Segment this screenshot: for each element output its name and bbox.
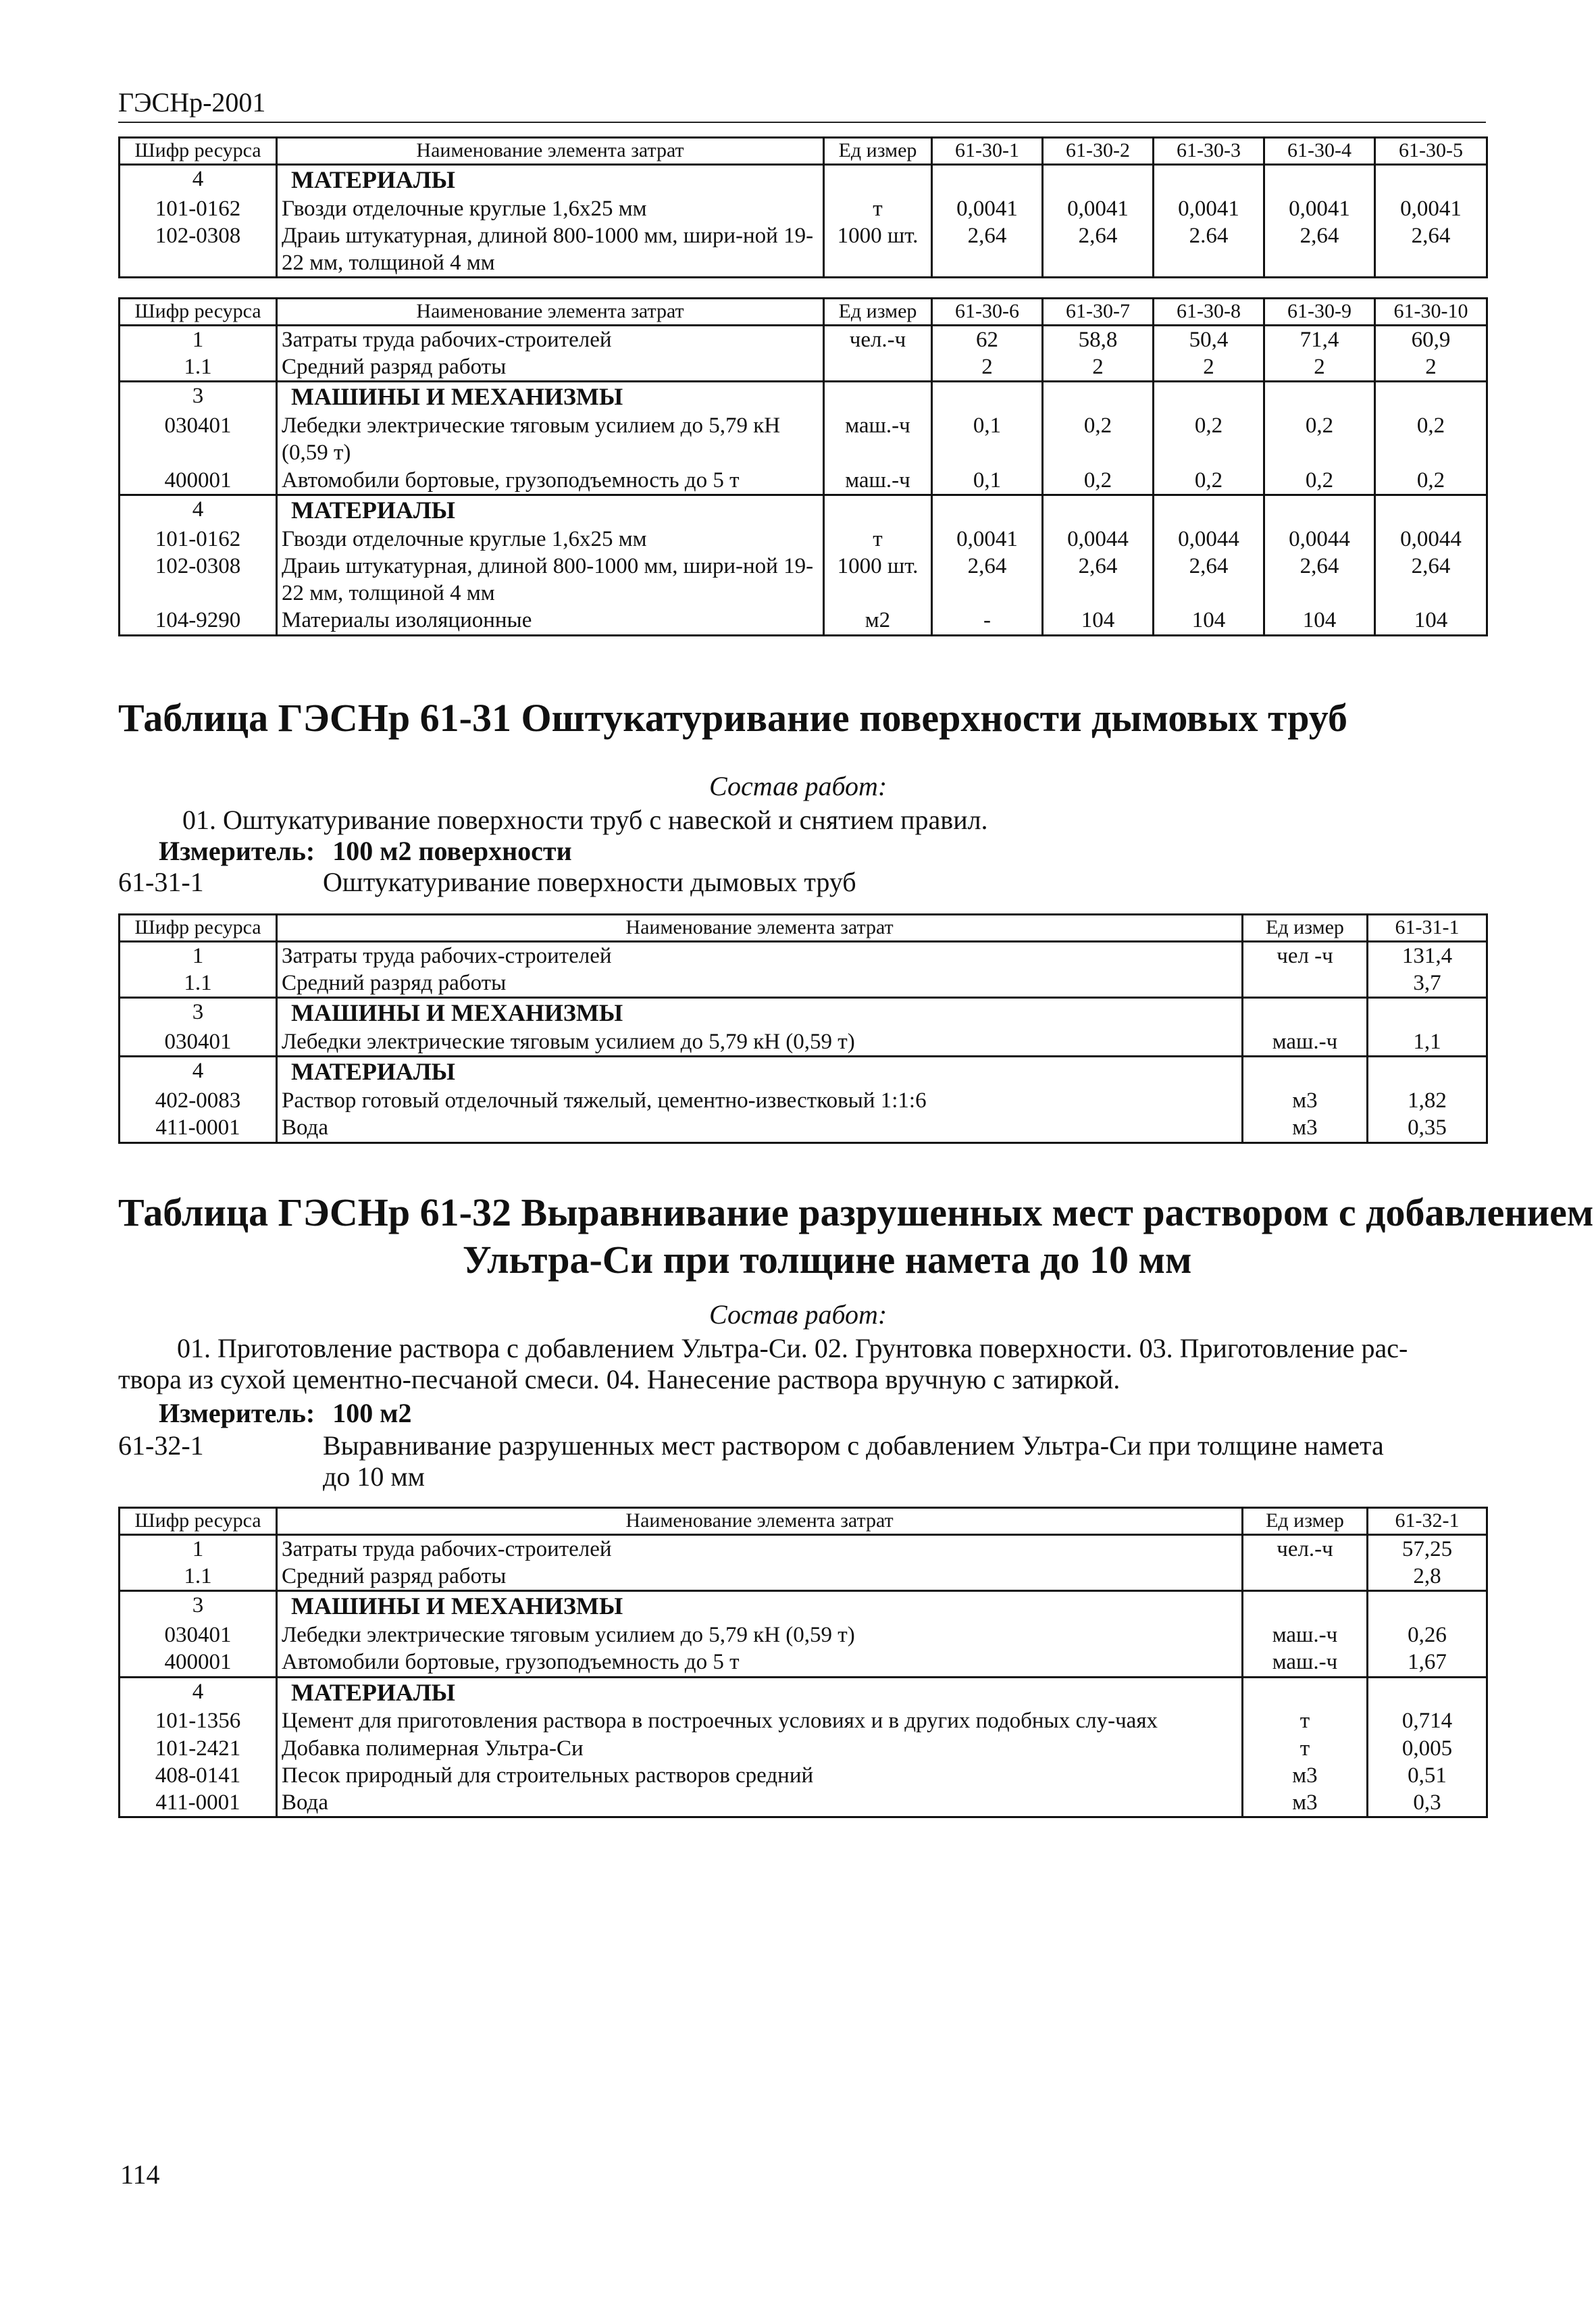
norm-value: 0,1 — [932, 467, 1043, 495]
unit: м3 — [1243, 1114, 1368, 1142]
resource-code: 1 — [120, 1534, 277, 1563]
table-row — [120, 195, 1487, 222]
norm-value: 0,005 — [1368, 1735, 1487, 1762]
resource-table-61-30-1-5 — [118, 136, 1488, 278]
resource-code: 102-0308 — [120, 553, 277, 607]
resource-name: Средний разряд работы — [277, 970, 1243, 998]
unit: маш.-ч — [824, 412, 932, 467]
unit: маш.-ч — [1243, 1649, 1368, 1677]
column-header: 61-30-8 — [1154, 299, 1264, 326]
norm-value: 0,0041 — [932, 526, 1043, 553]
resource-code: 3 — [120, 382, 277, 412]
unit — [824, 164, 932, 195]
norm-value: 2,64 — [1043, 553, 1154, 607]
resource-name: Материалы изоляционные — [277, 607, 824, 635]
unit: т — [824, 526, 932, 553]
norm-value — [932, 164, 1043, 195]
resource-name: Затраты труда рабочих-строителей — [277, 941, 1243, 970]
unit — [1243, 1591, 1368, 1621]
unit: чел.-ч — [1243, 1534, 1368, 1563]
resource-code: 411-0001 — [120, 1114, 277, 1142]
column-header: Шифр ресурса — [120, 138, 277, 165]
unit: т — [1243, 1735, 1368, 1762]
resource-code: 1.1 — [120, 970, 277, 998]
norm-value: 2,64 — [932, 553, 1043, 607]
resource-code: 3 — [120, 1591, 277, 1621]
norm-value: 2 — [1154, 353, 1264, 382]
resource-code: 030401 — [120, 1028, 277, 1057]
column-header: Шифр ресурса — [120, 915, 277, 942]
resource-code: 101-0162 — [120, 526, 277, 553]
resource-code: 101-1356 — [120, 1707, 277, 1734]
work-composition-text-32-line2: твора из сухой цементно-песчаной смеси. 04. Нанесение раствора вручную с затиркой. — [118, 1364, 1121, 1394]
unit: чел.-ч — [824, 325, 932, 353]
norm-value: 2,64 — [932, 222, 1043, 278]
norm-value — [1368, 1057, 1487, 1087]
table-row — [120, 412, 1487, 467]
column-header: Ед измер — [824, 138, 932, 165]
norm-value: 0,51 — [1368, 1762, 1487, 1789]
norm-value: 2.64 — [1154, 222, 1264, 278]
item-code-32: 61-32-1 — [118, 1430, 204, 1461]
resource-name: МАШИНЫ И МЕХАНИЗМЫ — [277, 382, 824, 412]
header-rule — [118, 122, 1486, 123]
column-header: Наименование элемента затрат — [277, 299, 824, 326]
norm-value: 58,8 — [1043, 325, 1154, 353]
norm-value — [1264, 382, 1375, 412]
norm-value: 104 — [1264, 607, 1375, 635]
unit: 1000 шт. — [824, 222, 932, 278]
resource-code: 4 — [120, 495, 277, 525]
item-name-32-line1: Выравнивание разрушенных мест раствором с добавлением Ультра-Си при толщине намета — [323, 1430, 1384, 1461]
norm-value: 0,0044 — [1154, 526, 1264, 553]
column-header: 61-31-1 — [1368, 915, 1487, 942]
table-row — [120, 1028, 1487, 1057]
norm-value: 131,4 — [1368, 941, 1487, 970]
norm-value: 0,0041 — [1154, 195, 1264, 222]
unit: т — [1243, 1707, 1368, 1734]
norm-value: 0,714 — [1368, 1707, 1487, 1734]
resource-name: Раствор готовый отделочный тяжелый, цементно-известковый 1:1:6 — [277, 1087, 1243, 1114]
resource-name: МАТЕРИАЛЫ — [277, 495, 824, 525]
resource-code: 1.1 — [120, 353, 277, 382]
norm-value: 0,0044 — [1264, 526, 1375, 553]
resource-code: 030401 — [120, 1621, 277, 1649]
resource-code: 102-0308 — [120, 222, 277, 278]
table-row — [120, 607, 1487, 635]
column-header: 61-30-9 — [1264, 299, 1375, 326]
norm-value: 0,2 — [1043, 467, 1154, 495]
norm-value: 1,1 — [1368, 1028, 1487, 1057]
unit — [1243, 970, 1368, 998]
norm-value — [1043, 164, 1154, 195]
norm-value: 50,4 — [1154, 325, 1264, 353]
resource-code: 101-2421 — [120, 1735, 277, 1762]
table-row — [120, 1621, 1487, 1649]
resource-code: 3 — [120, 998, 277, 1028]
norm-value: 2,64 — [1264, 553, 1375, 607]
measure-label: Измеритель: — [159, 836, 315, 866]
resource-name: МАТЕРИАЛЫ — [277, 1057, 1243, 1087]
column-header: Шифр ресурса — [120, 1508, 277, 1535]
measure-value: 100 м2 поверхности — [332, 836, 572, 866]
resource-name: МАШИНЫ И МЕХАНИЗМЫ — [277, 1591, 1243, 1621]
column-header: Шифр ресурса — [120, 299, 277, 326]
norm-value: 0,2 — [1264, 467, 1375, 495]
page-number: 114 — [120, 2159, 160, 2190]
table-row — [120, 526, 1487, 553]
table-row — [120, 941, 1487, 970]
norm-value: 2,64 — [1375, 222, 1487, 278]
norm-value: 2 — [1375, 353, 1487, 382]
norm-value: 0,35 — [1368, 1114, 1487, 1142]
norm-value: 0,3 — [1368, 1789, 1487, 1817]
norm-value: 57,25 — [1368, 1534, 1487, 1563]
norm-value: 2 — [1264, 353, 1375, 382]
work-composition-text: 01. Оштукатуривание поверхности труб с навеской и снятием правил. — [182, 805, 988, 835]
unit — [1243, 1563, 1368, 1591]
norm-value: 2 — [932, 353, 1043, 382]
resource-table-61-32 — [118, 1507, 1488, 1818]
work-composition-text-32-line1: 01. Приготовление раствора с добавлением Ультра-Си. 02. Грунтовка поверхности. 03. Приготовление рас- — [177, 1333, 1408, 1363]
column-header: 61-30-6 — [932, 299, 1043, 326]
measure-line-32 — [159, 1397, 411, 1429]
norm-value — [1368, 1591, 1487, 1621]
resource-name: МАШИНЫ И МЕХАНИЗМЫ — [277, 998, 1243, 1028]
resource-code: 1 — [120, 941, 277, 970]
column-header: Наименование элемента затрат — [277, 915, 1243, 942]
resource-name: Лебедки электрические тяговым усилием до 5,79 кН (0,59 т) — [277, 1028, 1243, 1057]
norm-value: 60,9 — [1375, 325, 1487, 353]
norm-value: 0,26 — [1368, 1621, 1487, 1649]
table-row — [120, 1057, 1487, 1087]
norm-value: 2,8 — [1368, 1563, 1487, 1591]
norm-value — [1375, 164, 1487, 195]
norm-value: 2,64 — [1154, 553, 1264, 607]
column-header: Ед измер — [824, 299, 932, 326]
resource-name: Затраты труда рабочих-строителей — [277, 325, 824, 353]
unit — [1243, 1677, 1368, 1707]
table-row — [120, 553, 1487, 607]
norm-value — [1368, 998, 1487, 1028]
table-row — [120, 970, 1487, 998]
resource-code: 030401 — [120, 412, 277, 467]
norm-value: 1,67 — [1368, 1649, 1487, 1677]
resource-name: Вода — [277, 1114, 1243, 1142]
unit: м3 — [1243, 1762, 1368, 1789]
table-row — [120, 1087, 1487, 1114]
norm-value: 2,64 — [1043, 222, 1154, 278]
resource-name: Автомобили бортовые, грузоподъемность до 5 т — [277, 467, 824, 495]
resource-name: Лебедки электрические тяговым усилием до 5,79 кН (0,59 т) — [277, 1621, 1243, 1649]
table-row — [120, 1707, 1487, 1734]
norm-value: 1,82 — [1368, 1087, 1487, 1114]
norm-value: 0,0044 — [1375, 526, 1487, 553]
resource-name: МАТЕРИАЛЫ — [277, 164, 824, 195]
item-name: Оштукатуривание поверхности дымовых труб — [323, 867, 856, 897]
norm-value: 0,2 — [1375, 467, 1487, 495]
norm-value: - — [932, 607, 1043, 635]
resource-name: Автомобили бортовые, грузоподъемность до 5 т — [277, 1649, 1243, 1677]
unit: маш.-ч — [1243, 1621, 1368, 1649]
norm-value — [1043, 495, 1154, 525]
measure-line — [159, 835, 572, 867]
resource-code: 408-0141 — [120, 1762, 277, 1789]
table-row — [120, 325, 1487, 353]
resource-name: Драиь штукатурная, длиной 800-1000 мм, шири-ной 19-22 мм, толщиной 4 мм — [277, 222, 824, 278]
resource-code: 1 — [120, 325, 277, 353]
column-header: 61-30-7 — [1043, 299, 1154, 326]
resource-code: 1.1 — [120, 1563, 277, 1591]
unit: чел -ч — [1243, 941, 1368, 970]
resource-name: Затраты труда рабочих-строителей — [277, 1534, 1243, 1563]
norm-value: 104 — [1375, 607, 1487, 635]
resource-code: 411-0001 — [120, 1789, 277, 1817]
resource-name: Средний разряд работы — [277, 1563, 1243, 1591]
unit: маш.-ч — [1243, 1028, 1368, 1057]
unit: м3 — [1243, 1789, 1368, 1817]
table-row — [120, 1677, 1487, 1707]
norm-value — [1154, 164, 1264, 195]
unit: маш.-ч — [824, 467, 932, 495]
norm-value: 0,2 — [1154, 467, 1264, 495]
work-composition-caption-32: Состав работ: — [709, 1299, 887, 1330]
norm-value — [1154, 382, 1264, 412]
table-row — [120, 1563, 1487, 1591]
resource-code: 4 — [120, 1677, 277, 1707]
table-row — [120, 222, 1487, 278]
norm-value: 2,64 — [1375, 553, 1487, 607]
unit — [824, 382, 932, 412]
norm-value — [1154, 495, 1264, 525]
unit: 1000 шт. — [824, 553, 932, 607]
table-row — [120, 1735, 1487, 1762]
measure-label-32: Измеритель: — [159, 1398, 315, 1428]
table-row — [120, 382, 1487, 412]
norm-value: 0,2 — [1264, 412, 1375, 467]
unit — [824, 495, 932, 525]
table-row — [120, 1762, 1487, 1789]
norm-value — [932, 382, 1043, 412]
resource-name: Гвозди отделочные круглые 1,6х25 мм — [277, 195, 824, 222]
work-composition-caption: Состав работ: — [709, 771, 887, 801]
section-61-32-title-line2: Ультра-Си при толщине намета до 10 мм — [463, 1238, 1192, 1282]
resource-code: 400001 — [120, 467, 277, 495]
norm-value — [932, 495, 1043, 525]
resource-name: Лебедки электрические тяговым усилием до 5,79 кН (0,59 т) — [277, 412, 824, 467]
norm-value: 0,0041 — [1375, 195, 1487, 222]
column-header: Ед измер — [1243, 915, 1368, 942]
resource-name: Песок природный для строительных растворов средний — [277, 1762, 1243, 1789]
item-code: 61-31-1 — [118, 867, 204, 897]
norm-value — [1043, 382, 1154, 412]
norm-value: 0,2 — [1043, 412, 1154, 467]
norm-value: 104 — [1043, 607, 1154, 635]
resource-code: 4 — [120, 164, 277, 195]
table-row — [120, 164, 1487, 195]
norm-value: 62 — [932, 325, 1043, 353]
column-header: 61-30-2 — [1043, 138, 1154, 165]
column-header: Наименование элемента затрат — [277, 138, 824, 165]
table-row — [120, 353, 1487, 382]
table-row — [120, 1591, 1487, 1621]
unit: т — [824, 195, 932, 222]
table-row — [120, 467, 1487, 495]
column-header: 61-32-1 — [1368, 1508, 1487, 1535]
section-61-32-title-line1: Таблица ГЭСНр 61-32 Выравнивание разрушенных мест раствором с добавлением — [118, 1190, 1594, 1234]
table-row — [120, 1789, 1487, 1817]
norm-value — [1375, 382, 1487, 412]
table-row — [120, 1114, 1487, 1142]
resource-code: 400001 — [120, 1649, 277, 1677]
resource-table-61-31 — [118, 913, 1488, 1144]
column-header: Ед измер — [1243, 1508, 1368, 1535]
table-row — [120, 998, 1487, 1028]
norm-value: 0,2 — [1375, 412, 1487, 467]
column-header: 61-30-1 — [932, 138, 1043, 165]
unit: м2 — [824, 607, 932, 635]
norm-value: 2 — [1043, 353, 1154, 382]
norm-value: 0,0044 — [1043, 526, 1154, 553]
norm-value: 0,0041 — [1043, 195, 1154, 222]
resource-table-61-30-6-10 — [118, 297, 1488, 636]
norm-value — [1264, 164, 1375, 195]
unit — [1243, 1057, 1368, 1087]
column-header: 61-30-5 — [1375, 138, 1487, 165]
norm-value: 71,4 — [1264, 325, 1375, 353]
resource-name: Средний разряд работы — [277, 353, 824, 382]
norm-value: 3,7 — [1368, 970, 1487, 998]
norm-value: 0,0041 — [1264, 195, 1375, 222]
resource-name: МАТЕРИАЛЫ — [277, 1677, 1243, 1707]
item-name-32-line2: до 10 мм — [323, 1461, 425, 1492]
resource-name: Гвозди отделочные круглые 1,6х25 мм — [277, 526, 824, 553]
column-header: 61-30-4 — [1264, 138, 1375, 165]
table-row — [120, 1649, 1487, 1677]
table-row — [120, 1534, 1487, 1563]
norm-value — [1264, 495, 1375, 525]
column-header: 61-30-3 — [1154, 138, 1264, 165]
unit — [824, 353, 932, 382]
measure-value-32: 100 м2 — [332, 1398, 412, 1428]
column-header: 61-30-10 — [1375, 299, 1487, 326]
norm-value — [1375, 495, 1487, 525]
unit — [1243, 998, 1368, 1028]
norm-value: 0,1 — [932, 412, 1043, 467]
resource-code: 104-9290 — [120, 607, 277, 635]
norm-value: 0,0041 — [932, 195, 1043, 222]
resource-name: Добавка полимерная Ультра-Си — [277, 1735, 1243, 1762]
column-header: Наименование элемента затрат — [277, 1508, 1243, 1535]
running-title: ГЭСНр-2001 — [118, 87, 266, 118]
norm-value: 104 — [1154, 607, 1264, 635]
resource-name: Вода — [277, 1789, 1243, 1817]
resource-name: Цемент для приготовления раствора в построечных условиях и в других подобных слу-чаях — [277, 1707, 1243, 1734]
resource-code: 4 — [120, 1057, 277, 1087]
resource-code: 402-0083 — [120, 1087, 277, 1114]
resource-name: Драиь штукатурная, длиной 800-1000 мм, шири-ной 19-22 мм, толщиной 4 мм — [277, 553, 824, 607]
resource-code: 101-0162 — [120, 195, 277, 222]
norm-value: 2,64 — [1264, 222, 1375, 278]
unit: м3 — [1243, 1087, 1368, 1114]
section-61-31-title: Таблица ГЭСНр 61-31 Оштукатуривание поверхности дымовых труб — [118, 696, 1347, 740]
table-row — [120, 495, 1487, 525]
norm-value — [1368, 1677, 1487, 1707]
norm-value: 0,2 — [1154, 412, 1264, 467]
